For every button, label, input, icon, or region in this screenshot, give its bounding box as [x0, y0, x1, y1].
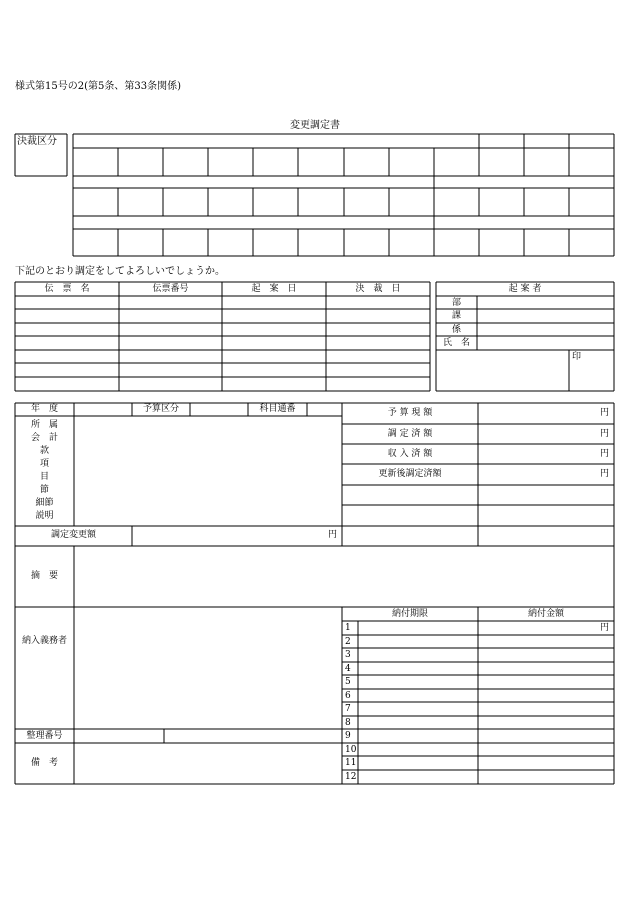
change-amount-label: 調定変更額 — [50, 530, 96, 540]
yen-unit-2: 円 — [600, 429, 610, 439]
drafter-division-label: 課 — [451, 311, 461, 321]
request-text: 下記のとおり調定をしてよろしいでしょうか。 — [15, 266, 225, 277]
installment-number: 7 — [345, 704, 351, 714]
category-affiliation-label: 所 属 — [30, 420, 58, 430]
category-account-label: 会 計 — [30, 433, 58, 443]
installment-number: 6 — [345, 691, 351, 701]
drafter-department-label: 部 — [451, 298, 461, 308]
due-date-header: 納付期限 — [391, 609, 428, 619]
installment-number: 11 — [345, 758, 357, 768]
installment-number: 5 — [345, 677, 351, 687]
category-setsu-label: 節 — [39, 485, 49, 495]
form-number: 様式第15号の2(第5条、第33条関係) — [15, 81, 181, 92]
yen-unit-3: 円 — [600, 449, 610, 459]
installment-number: 8 — [345, 718, 351, 728]
page-title: 変更調定書 — [290, 120, 340, 131]
installment-number: 10 — [345, 745, 357, 755]
voucher-grid — [15, 282, 430, 391]
draft-date-header: 起 案 日 — [251, 284, 297, 294]
installment-number: 3 — [345, 650, 351, 660]
voucher-number-header: 伝票番号 — [152, 284, 189, 294]
budget-class-label: 予算区分 — [142, 404, 179, 414]
received-amount-label: 収 入 済 額 — [387, 449, 433, 459]
summary-label: 摘 要 — [30, 571, 58, 581]
installment-number: 4 — [345, 664, 351, 674]
main-grid — [15, 403, 614, 784]
drafter-header: 起 案 者 — [508, 284, 542, 294]
account-code-label: 科目通番 — [259, 404, 296, 414]
payer-label: 納入義務者 — [21, 636, 67, 646]
installment-number: 12 — [345, 772, 357, 782]
yen-unit-1: 円 — [600, 408, 610, 418]
fiscal-year-label: 年 度 — [30, 404, 58, 414]
yen-unit-change: 円 — [328, 530, 338, 540]
updated-assessed-amount-label: 更新後調定済額 — [378, 469, 442, 479]
seal-label: 印 — [572, 352, 582, 362]
remarks-label: 備 考 — [30, 758, 58, 768]
approval-category-label: 決裁区分 — [17, 136, 57, 147]
voucher-name-header: 伝 票 名 — [44, 284, 90, 294]
installment-number: 2 — [345, 637, 351, 647]
yen-unit-4: 円 — [600, 469, 610, 479]
category-kou-label: 項 — [39, 459, 49, 469]
installment-number: 9 — [345, 731, 351, 741]
category-kan-label: 款 — [39, 446, 49, 456]
drafter-name-label: 氏 名 — [442, 338, 470, 348]
yen-unit-payment: 円 — [600, 623, 610, 633]
category-saisetsu-label: 細節 — [35, 498, 54, 508]
budget-current-amount-label: 予 算 現 額 — [387, 408, 433, 418]
reference-number-label: 整理番号 — [26, 731, 63, 741]
approval-grid — [15, 134, 614, 256]
category-description-label: 説明 — [35, 511, 54, 521]
approval-date-header: 決 裁 日 — [355, 284, 401, 294]
payment-amount-header: 納付金額 — [527, 609, 564, 619]
category-moku-label: 目 — [39, 472, 49, 482]
installment-number: 1 — [345, 623, 351, 633]
drafter-section-label: 係 — [451, 325, 461, 335]
assessed-amount-label: 調 定 済 額 — [387, 429, 433, 439]
